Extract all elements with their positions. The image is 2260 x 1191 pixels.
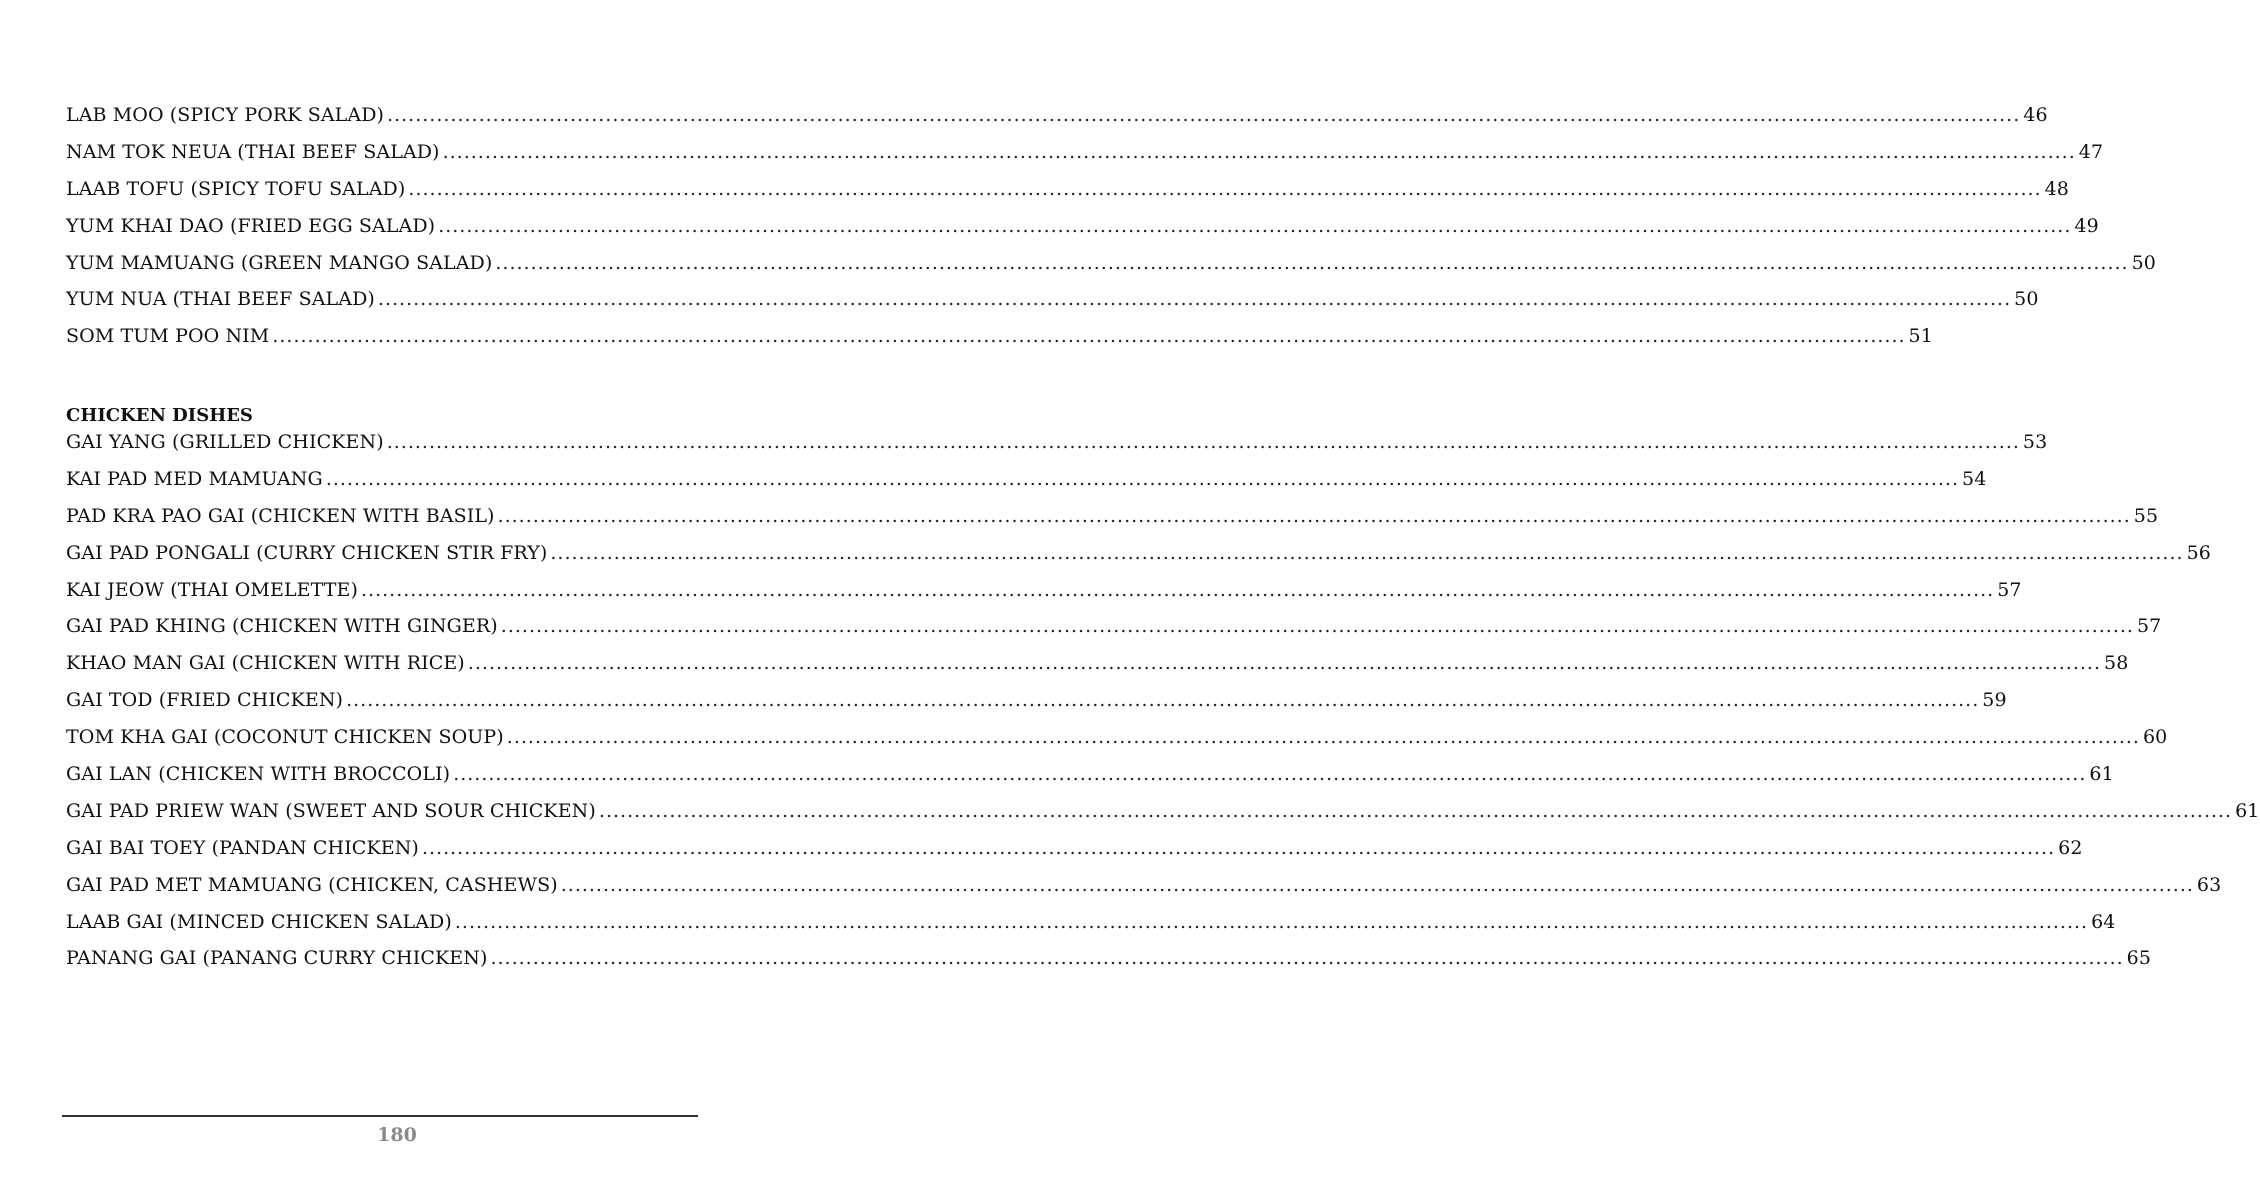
dot-leader xyxy=(361,579,1994,601)
page-number: 180 xyxy=(377,1124,417,1146)
toc-entry-title: KAI JEOW (THAI OMELETTE) xyxy=(66,578,359,601)
toc-entry[interactable] xyxy=(66,541,2211,579)
toc-entry-page: 54 xyxy=(1962,467,1987,490)
toc-entry-page: 46 xyxy=(2023,104,2048,126)
toc-entry-page: 53 xyxy=(2022,431,2048,453)
dot-leader xyxy=(495,252,2128,274)
toc-entry-title: YUM KHAI DAO (FRIED EGG SALAD) xyxy=(66,214,436,237)
section-heading: CHICKEN DISHES xyxy=(66,405,253,426)
toc-entry-title: GAI TOD (FRIED CHICKEN) xyxy=(66,689,344,712)
toc-entry[interactable] xyxy=(66,288,2039,325)
toc-entry[interactable] xyxy=(66,726,2168,763)
dot-leader xyxy=(468,652,2101,674)
dot-leader xyxy=(326,468,1959,490)
toc-entry[interactable] xyxy=(66,910,2116,948)
dot-leader xyxy=(443,141,2076,163)
dot-leader xyxy=(455,911,2088,933)
dot-leader xyxy=(438,215,2071,237)
toc-entry[interactable] xyxy=(66,251,2156,289)
toc-entry-title: KAI PAD MED MAMUANG xyxy=(66,467,323,490)
toc-entry-page: 61 xyxy=(2235,799,2260,822)
dot-leader xyxy=(501,615,2134,637)
toc-entry-title: GAI BAI TOEY (PANDAN CHICKEN) xyxy=(66,836,419,859)
dot-leader xyxy=(378,288,2011,310)
dot-leader xyxy=(346,689,1979,711)
toc-entry-page: 58 xyxy=(2104,652,2129,675)
dot-leader xyxy=(408,178,2041,200)
dot-leader xyxy=(550,542,2183,564)
toc-entry-title: PAD KRA PAO GAI (CHICKEN WITH BASIL) xyxy=(66,504,495,527)
toc-entry[interactable] xyxy=(66,947,2152,984)
toc-entry-title: GAI PAD KHING (CHICKEN WITH GINGER) xyxy=(66,615,498,638)
toc-entry[interactable] xyxy=(66,325,1933,362)
toc-entry-page: 57 xyxy=(2136,615,2162,638)
toc-entry[interactable] xyxy=(66,140,2104,178)
toc-entry[interactable] xyxy=(66,799,2260,837)
dot-leader xyxy=(599,800,2232,822)
toc-entry-title: LAAB TOFU (SPICY TOFU SALAD) xyxy=(66,177,406,200)
toc-entry-page: 60 xyxy=(2142,726,2168,749)
toc-entry-title: TOM KHA GAI (COCONUT CHICKEN SOUP) xyxy=(66,726,504,749)
toc-entry-page: 65 xyxy=(2126,947,2152,970)
toc-entry-title: GAI PAD MET MAMUANG (CHICKEN, CASHEWS) xyxy=(66,873,558,896)
toc-entry-page: 55 xyxy=(2133,504,2159,527)
toc-entry-page: 48 xyxy=(2044,177,2069,200)
toc-entry[interactable] xyxy=(66,836,2083,874)
dot-leader xyxy=(422,837,2055,859)
toc-entry-title: LAB MOO (SPICY PORK SALAD) xyxy=(66,104,385,126)
salad-entries xyxy=(66,104,2156,362)
toc-entry-title: GAI PAD PONGALI (CURRY CHICKEN STIR FRY) xyxy=(66,541,548,564)
dot-leader xyxy=(490,947,2123,969)
toc-entry-page: 50 xyxy=(2014,288,2039,311)
toc-entry-page: 63 xyxy=(2196,873,2222,896)
dot-leader xyxy=(272,325,1905,347)
toc-entry-page: 59 xyxy=(1982,689,2007,712)
toc-entry[interactable] xyxy=(66,689,2007,726)
dot-leader xyxy=(507,726,2140,748)
dot-leader xyxy=(387,104,2020,126)
footer-divider xyxy=(62,1115,698,1117)
toc-entry[interactable] xyxy=(66,873,2222,911)
toc-entry-title: LAAB GAI (MINCED CHICKEN SALAD) xyxy=(66,910,452,933)
toc-entry-page: 49 xyxy=(2074,214,2099,237)
toc-entry-page: 57 xyxy=(1997,578,2022,601)
toc-entry[interactable] xyxy=(66,214,2099,252)
toc-entry[interactable] xyxy=(66,104,2048,141)
toc-entry[interactable] xyxy=(66,578,2022,616)
toc-entry-page: 56 xyxy=(2186,541,2211,564)
toc-entry-title: NAM TOK NEUA (THAI BEEF SALAD) xyxy=(66,140,440,163)
toc-entry-title: YUM NUA (THAI BEEF SALAD) xyxy=(66,288,375,311)
toc-entry[interactable] xyxy=(66,652,2129,689)
toc-entry[interactable] xyxy=(66,467,1987,505)
toc-entry-title: SOM TUM POO NIM xyxy=(66,325,270,348)
dot-leader xyxy=(498,505,2131,527)
toc-entry-page: 50 xyxy=(2131,251,2156,274)
dot-leader xyxy=(387,431,2020,453)
toc-entry-title: GAI YANG (GRILLED CHICKEN) xyxy=(66,431,384,453)
toc-entry[interactable] xyxy=(66,431,2048,468)
chicken-section xyxy=(66,401,2260,984)
toc-entry-title: KHAO MAN GAI (CHICKEN WITH RICE) xyxy=(66,652,465,675)
toc-entry-page: 64 xyxy=(2091,910,2116,933)
toc-entry[interactable] xyxy=(66,763,2114,800)
dot-leader xyxy=(561,874,2194,896)
toc-entry-title: PANANG GAI (PANANG CURRY CHICKEN) xyxy=(66,947,488,970)
toc-entry-page: 51 xyxy=(1908,325,1933,348)
dot-leader xyxy=(453,763,2086,785)
toc-entry-page: 62 xyxy=(2058,836,2083,859)
toc-entry-title: YUM MAMUANG (GREEN MANGO SALAD) xyxy=(66,251,493,274)
toc-entry-title: GAI LAN (CHICKEN WITH BROCCOLI) xyxy=(66,763,451,786)
toc-entry-page: 47 xyxy=(2078,140,2104,163)
toc-entry[interactable] xyxy=(66,615,2162,652)
toc-entry-title: GAI PAD PRIEW WAN (SWEET AND SOUR CHICKEN) xyxy=(66,799,596,822)
toc-entry-page: 61 xyxy=(2089,763,2114,786)
toc-entry[interactable] xyxy=(66,504,2159,542)
toc-entry[interactable] xyxy=(66,177,2069,215)
